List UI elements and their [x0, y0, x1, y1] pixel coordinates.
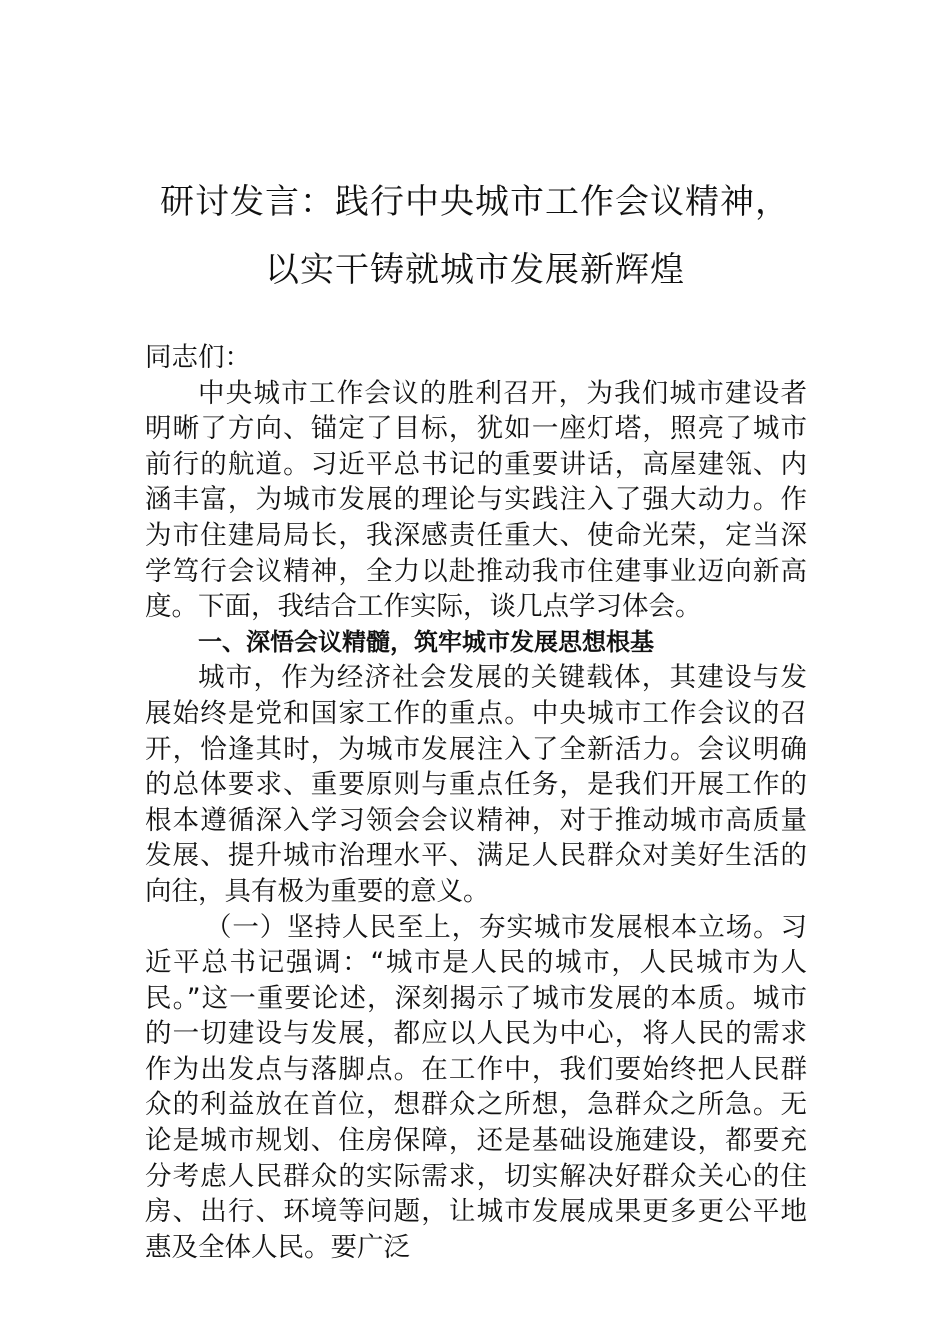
document-title-line-1: 研讨发言：践行中央城市工作会议精神， — [160, 182, 790, 222]
subsection-1-paragraph: （一）坚持人民至上，夯实城市发展根本立场。习近平总书记强调：“城市是人民的城市，人民城市为人民。”这一重要论述，深刻揭示了城市发展的本质。城市的一切建设与发展，都应以人民为中心，将人民的需求作为出发点与落脚点。在工作中，我们要始终把人民群众的利益放在首位，想群众之所想，急群众之所急。无论是城市规划、住房保障，还是基础设施建设，都要充分考虑人民群众的实际需求，切实解决好群众关心的住房、出行、环境等问题，让城市发展成果更多更公平地惠及全体人民。要广泛 — [145, 911, 807, 1263]
salutation: 同志们： — [145, 342, 251, 373]
intro-paragraph: 中央城市工作会议的胜利召开，为我们城市建设者明晰了方向、锚定了目标，犹如一座灯塔，照亮了城市前行的航道。习近平总书记的重要讲话，高屋建瓴、内涵丰富，为城市发展的理论与实践注入了强大动力。作为市住建局局长，我深感责任重大、使命光荣，定当深学笃行会议精神，全力以赴推动我市住建事业迈向新高度。下面，我结合工作实际，谈几点学习体会。 — [145, 377, 807, 623]
section-heading-1: 一、深悟会议精髓，筑牢城市发展思想根基 — [198, 627, 654, 656]
section-1-paragraph: 城市，作为经济社会发展的关键载体，其建设与发展始终是党和国家工作的重点。中央城市工作会议的召开，恰逢其时，为城市发展注入了全新活力。会议明确的总体要求、重要原则与重点任务，是我们开展工作的根本遵循深入学习领会会议精神，对于推动城市高质量发展、提升城市治理水平、满足人民群众对美好生活的向往，具有极为重要的意义。 — [145, 662, 807, 907]
document-body — [145, 340, 807, 1265]
document-title-line-2: 以实干铸就城市发展新辉煌 — [265, 250, 685, 290]
